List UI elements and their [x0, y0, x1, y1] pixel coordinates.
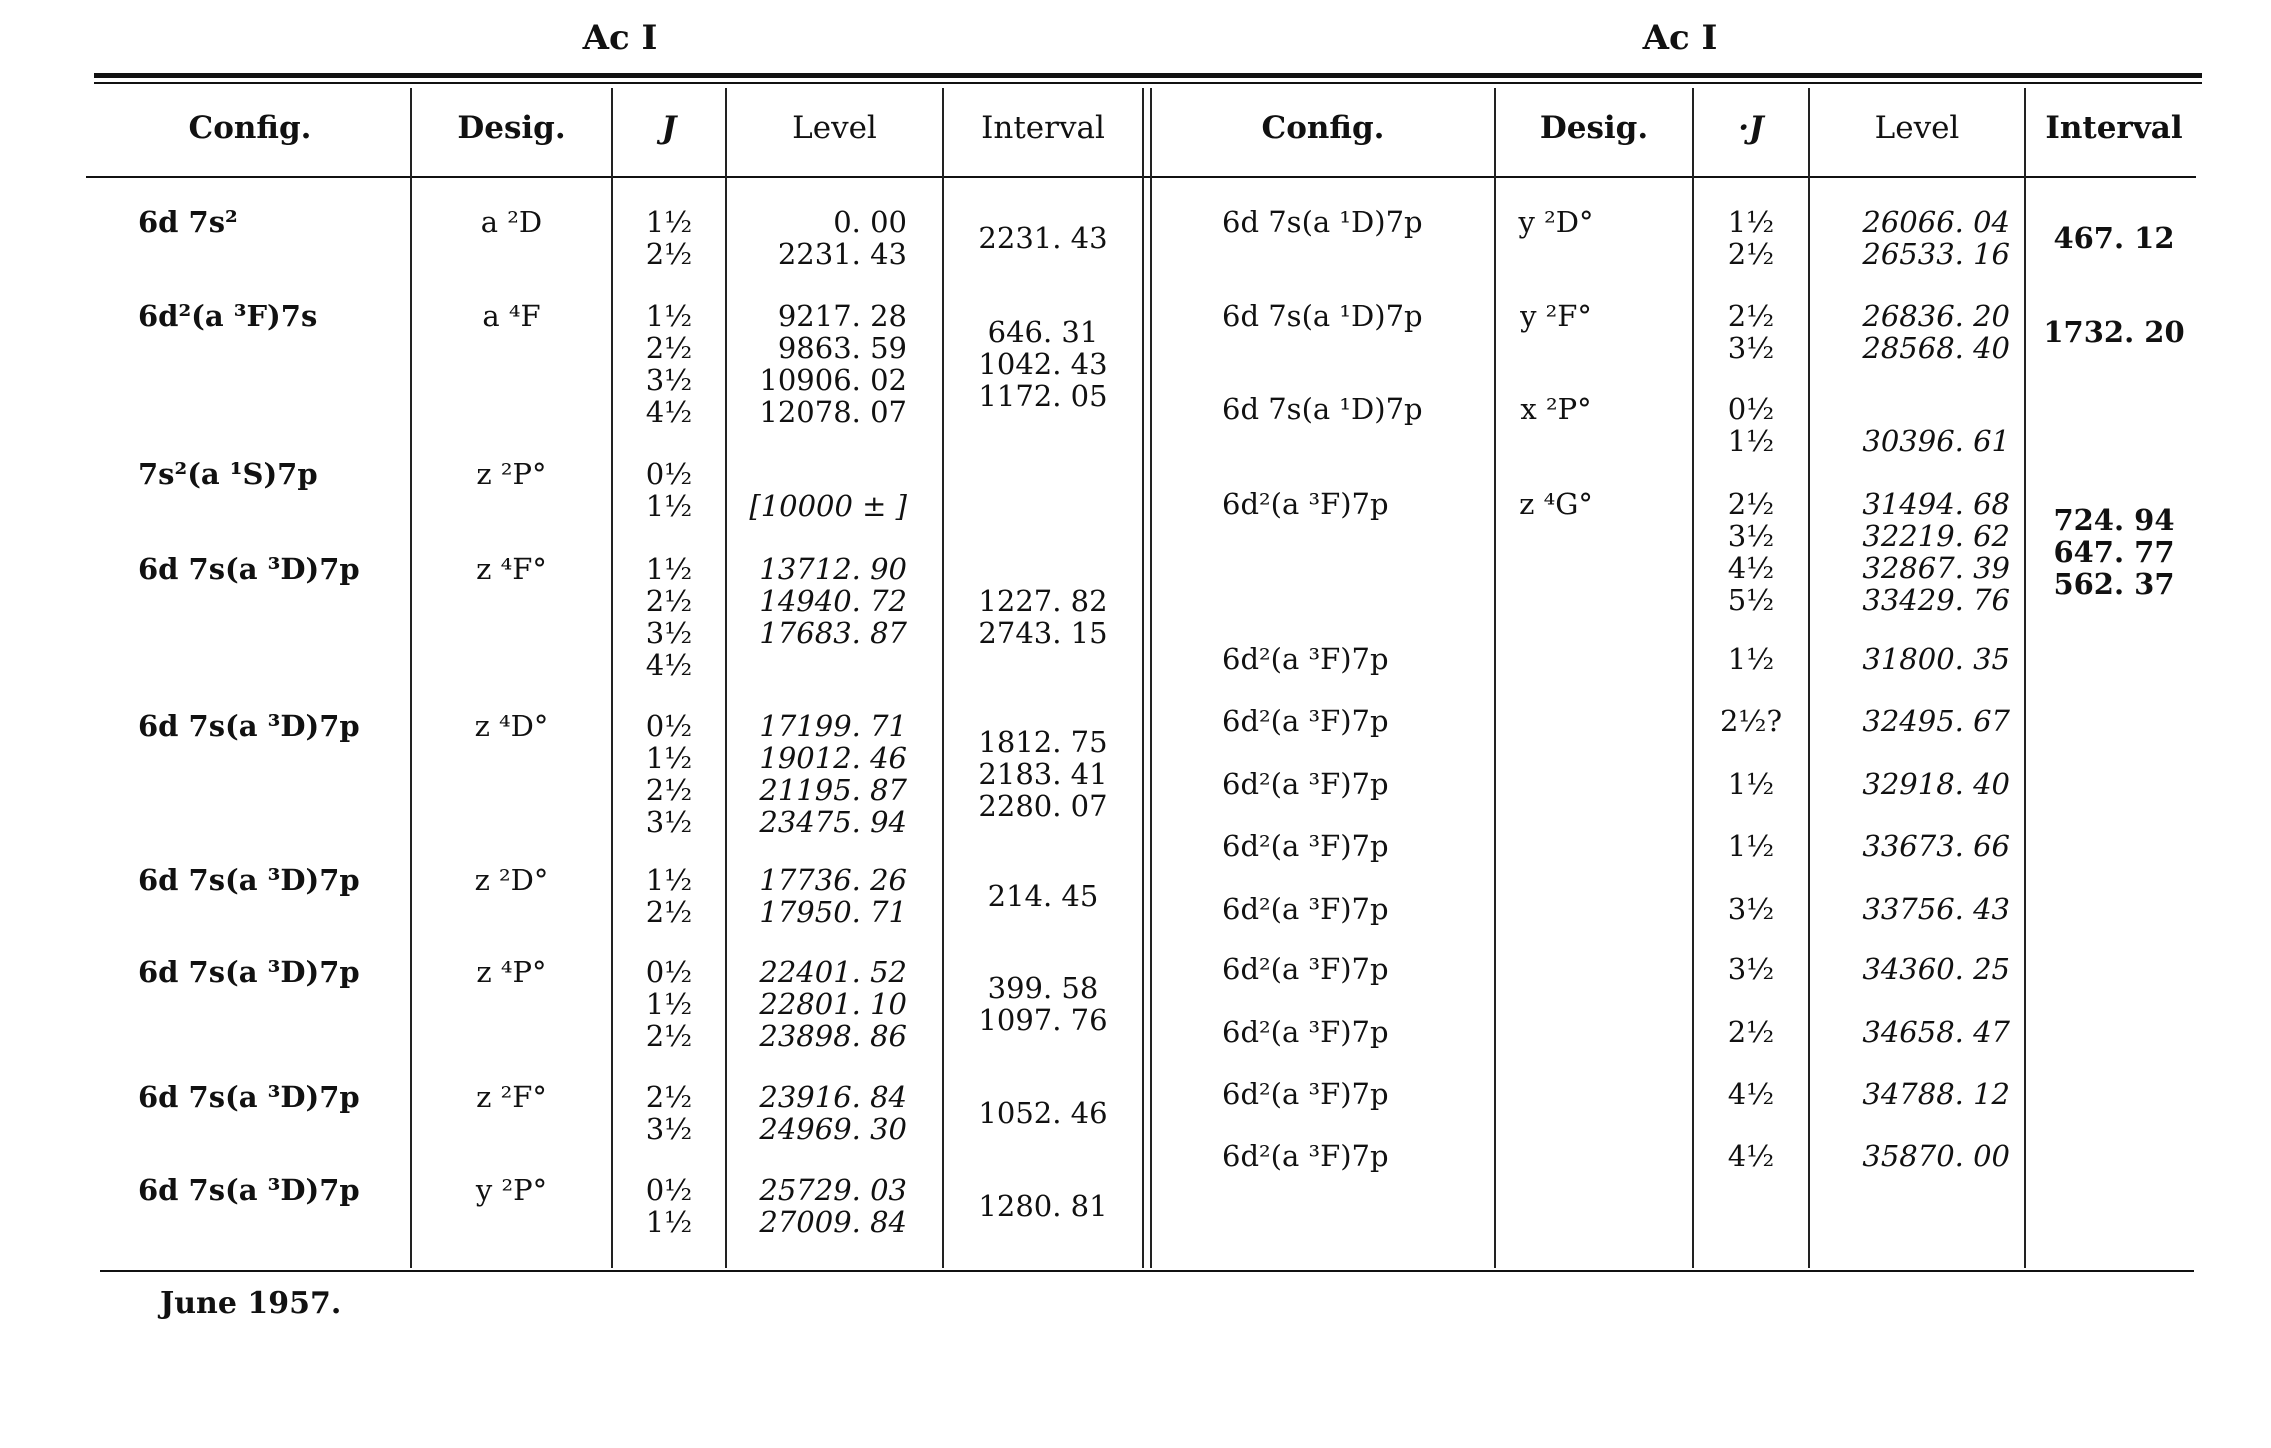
j-value: 3½	[1727, 952, 1775, 986]
header-interval: Interval	[981, 110, 1105, 146]
j-value: 2½	[645, 1019, 693, 1053]
level-value: 30396. 61	[1862, 424, 2010, 458]
j-value: 1½	[645, 489, 693, 523]
level-value: 35870. 00	[1862, 1139, 2010, 1173]
designation-cell: z ⁴D°	[474, 709, 549, 743]
header-j: J	[661, 110, 677, 146]
interval-value: 647. 77	[2053, 535, 2175, 569]
j-value: 1½	[1727, 205, 1775, 239]
level-value: 26836. 20	[1862, 299, 2010, 333]
j-value: 3½	[1727, 892, 1775, 926]
j-value: 0½	[645, 955, 693, 989]
bottom-rule	[100, 1270, 2194, 1272]
designation-cell: y ²P°	[475, 1173, 548, 1207]
j-value: 0½	[645, 709, 693, 743]
j-value: 1½	[645, 205, 693, 239]
interval-value: 1280. 81	[978, 1189, 1108, 1223]
j-value: 1½	[645, 552, 693, 586]
j-value: 2½	[645, 773, 693, 807]
table-separator	[1150, 88, 1152, 1268]
top-rule-thick	[94, 73, 2202, 78]
header-config: Config.	[188, 110, 312, 146]
config-cell: 6d²(a ³F)7p	[1222, 767, 1389, 801]
level-value: 23916. 84	[759, 1080, 907, 1114]
designation-cell: z ⁴P°	[476, 955, 547, 989]
level-value: 24969. 30	[759, 1112, 907, 1146]
level-value: 14940. 72	[759, 584, 907, 618]
header-config: Config.	[1261, 110, 1385, 146]
interval-value: 2183. 41	[978, 757, 1108, 791]
config-cell: 6d²(a ³F)7s	[138, 299, 318, 333]
j-value: 0½	[1727, 392, 1775, 426]
header-interval: Interval	[2045, 110, 2183, 146]
level-value: 17683. 87	[759, 616, 907, 650]
interval-value: 2280. 07	[978, 789, 1108, 823]
level-value: 32867. 39	[1862, 551, 2010, 585]
level-value: 23898. 86	[759, 1019, 907, 1053]
j-value: 5½	[1727, 583, 1775, 617]
designation-cell: y ²F°	[1520, 299, 1592, 333]
config-cell: 6d 7s(a ³D)7p	[138, 1173, 360, 1207]
j-value: 1½	[645, 1205, 693, 1239]
config-cell: 6d 7s(a ³D)7p	[138, 1080, 360, 1114]
interval-value: 724. 94	[2053, 503, 2175, 537]
j-value: 2½	[645, 237, 693, 271]
config-cell: 6d 7s(a ¹D)7p	[1222, 299, 1423, 333]
j-value: 3½	[645, 805, 693, 839]
config-cell: 6d²(a ³F)7p	[1222, 642, 1389, 676]
level-value: 17950. 71	[759, 895, 907, 929]
j-value: 4½	[1727, 551, 1775, 585]
level-value: 23475. 94	[759, 805, 907, 839]
header-desig: Desig.	[1539, 110, 1649, 146]
config-cell: 6d 7s(a ³D)7p	[138, 552, 360, 586]
config-cell: 6d 7s²	[138, 205, 238, 239]
level-value: 17199. 71	[759, 709, 907, 743]
level-value: 27009. 84	[759, 1205, 907, 1239]
interval-value: 214. 45	[987, 879, 1099, 913]
j-value: 1½	[645, 741, 693, 775]
config-cell: 6d²(a ³F)7p	[1222, 829, 1389, 863]
j-value: 3½	[1727, 519, 1775, 553]
interval-value: 646. 31	[987, 315, 1099, 349]
level-value: 17736. 26	[759, 863, 907, 897]
j-value: 2½	[645, 584, 693, 618]
level-value: 34360. 25	[1862, 952, 2010, 986]
interval-value: 1042. 43	[978, 347, 1108, 381]
level-value: 34658. 47	[1862, 1015, 2010, 1049]
level-value: 12078. 07	[759, 395, 907, 429]
interval-value: 1227. 82	[978, 584, 1108, 618]
interval-value: 1732. 20	[2043, 315, 2185, 349]
level-value: [10000 ± ]	[749, 489, 907, 523]
j-value: 3½	[645, 363, 693, 397]
level-value: 34788. 12	[1862, 1077, 2010, 1111]
interval-value: 1172. 05	[978, 379, 1108, 413]
j-value: 1½	[1727, 424, 1775, 458]
top-rule-thin	[94, 82, 2202, 84]
designation-cell: z ²D°	[474, 863, 549, 897]
level-value: 31800. 35	[1862, 642, 2010, 676]
level-value: 33429. 76	[1862, 583, 2010, 617]
level-value: 28568. 40	[1862, 331, 2010, 365]
j-value: 2½	[645, 331, 693, 365]
j-value: 1½	[1727, 642, 1775, 676]
level-value: 25729. 03	[759, 1173, 907, 1207]
config-cell: 6d²(a ³F)7p	[1222, 704, 1389, 738]
table-title-right: Ac I	[1642, 18, 1718, 58]
interval-value: 1812. 75	[978, 725, 1108, 759]
designation-cell: y ²D°	[1518, 205, 1594, 239]
level-value: 21195. 87	[759, 773, 907, 807]
designation-cell: a ²D	[480, 205, 543, 239]
config-cell: 6d²(a ³F)7p	[1222, 1139, 1389, 1173]
designation-cell: z ²P°	[476, 457, 547, 491]
interval-value: 467. 12	[2053, 221, 2175, 255]
level-value: 19012. 46	[759, 741, 907, 775]
j-value: 4½	[1727, 1077, 1775, 1111]
level-value: 0. 00	[833, 205, 907, 239]
designation-cell: z ⁴G°	[1519, 487, 1593, 521]
j-value: 1½	[1727, 829, 1775, 863]
j-value: 2½	[1727, 299, 1775, 333]
footer-date: June 1957.	[160, 1286, 342, 1321]
column-divider	[1494, 88, 1496, 1268]
column-divider	[942, 88, 944, 1268]
interval-value: 2231. 43	[978, 221, 1108, 255]
header-level: Level	[1874, 110, 1960, 146]
level-value: 26066. 04	[1862, 205, 2010, 239]
j-value: 1½	[645, 299, 693, 333]
j-value: 3½	[645, 1112, 693, 1146]
j-value: 0½	[645, 457, 693, 491]
interval-value: 1097. 76	[978, 1003, 1108, 1037]
config-cell: 6d²(a ³F)7p	[1222, 892, 1389, 926]
config-cell: 6d²(a ³F)7p	[1222, 1077, 1389, 1111]
j-value: 2½	[1727, 1015, 1775, 1049]
table-title-left: Ac I	[582, 18, 658, 58]
j-value: 2½?	[1719, 704, 1783, 738]
j-value: 4½	[645, 648, 693, 682]
j-value: 1½	[645, 863, 693, 897]
config-cell: 6d 7s(a ³D)7p	[138, 955, 360, 989]
j-value: 4½	[645, 395, 693, 429]
level-value: 22401. 52	[759, 955, 907, 989]
level-value: 32918. 40	[1862, 767, 2010, 801]
config-cell: 6d 7s(a ¹D)7p	[1222, 392, 1423, 426]
config-cell: 6d²(a ³F)7p	[1222, 487, 1389, 521]
config-cell: 6d²(a ³F)7p	[1222, 1015, 1389, 1049]
j-value: 2½	[1727, 487, 1775, 521]
j-value: 4½	[1727, 1139, 1775, 1173]
j-value: 3½	[645, 616, 693, 650]
header-level: Level	[792, 110, 877, 146]
level-value: 2231. 43	[777, 237, 907, 271]
header-j: ·J	[1738, 110, 1764, 146]
interval-value: 2743. 15	[978, 616, 1108, 650]
config-cell: 7s²(a ¹S)7p	[138, 457, 318, 491]
column-divider	[2024, 88, 2026, 1268]
j-value: 2½	[1727, 237, 1775, 271]
level-value: 13712. 90	[759, 552, 907, 586]
j-value: 1½	[1727, 767, 1775, 801]
level-value: 32495. 67	[1862, 704, 2010, 738]
j-value: 2½	[645, 895, 693, 929]
level-value: 22801. 10	[759, 987, 907, 1021]
config-cell: 6d 7s(a ¹D)7p	[1222, 205, 1423, 239]
header-rule	[86, 176, 2196, 178]
interval-value: 562. 37	[2053, 567, 2175, 601]
level-value: 33756. 43	[1862, 892, 2010, 926]
table-separator	[1142, 88, 1144, 1268]
level-value: 9217. 28	[777, 299, 907, 333]
designation-cell: z ⁴F°	[476, 552, 547, 586]
j-value: 3½	[1727, 331, 1775, 365]
level-value: 26533. 16	[1862, 237, 2010, 271]
interval-value: 399. 58	[987, 971, 1099, 1005]
designation-cell: x ²P°	[1520, 392, 1592, 426]
j-value: 1½	[645, 987, 693, 1021]
j-value: 2½	[645, 1080, 693, 1114]
level-value: 9863. 59	[777, 331, 907, 365]
designation-cell: a ⁴F	[482, 299, 541, 333]
j-value: 0½	[645, 1173, 693, 1207]
level-value: 31494. 68	[1862, 487, 2010, 521]
config-cell: 6d²(a ³F)7p	[1222, 952, 1389, 986]
level-value: 32219. 62	[1862, 519, 2010, 553]
config-cell: 6d 7s(a ³D)7p	[138, 863, 360, 897]
level-value: 10906. 02	[759, 363, 907, 397]
header-desig: Desig.	[457, 110, 566, 146]
designation-cell: z ²F°	[476, 1080, 547, 1114]
level-value: 33673. 66	[1862, 829, 2010, 863]
config-cell: 6d 7s(a ³D)7p	[138, 709, 360, 743]
interval-value: 1052. 46	[978, 1096, 1108, 1130]
